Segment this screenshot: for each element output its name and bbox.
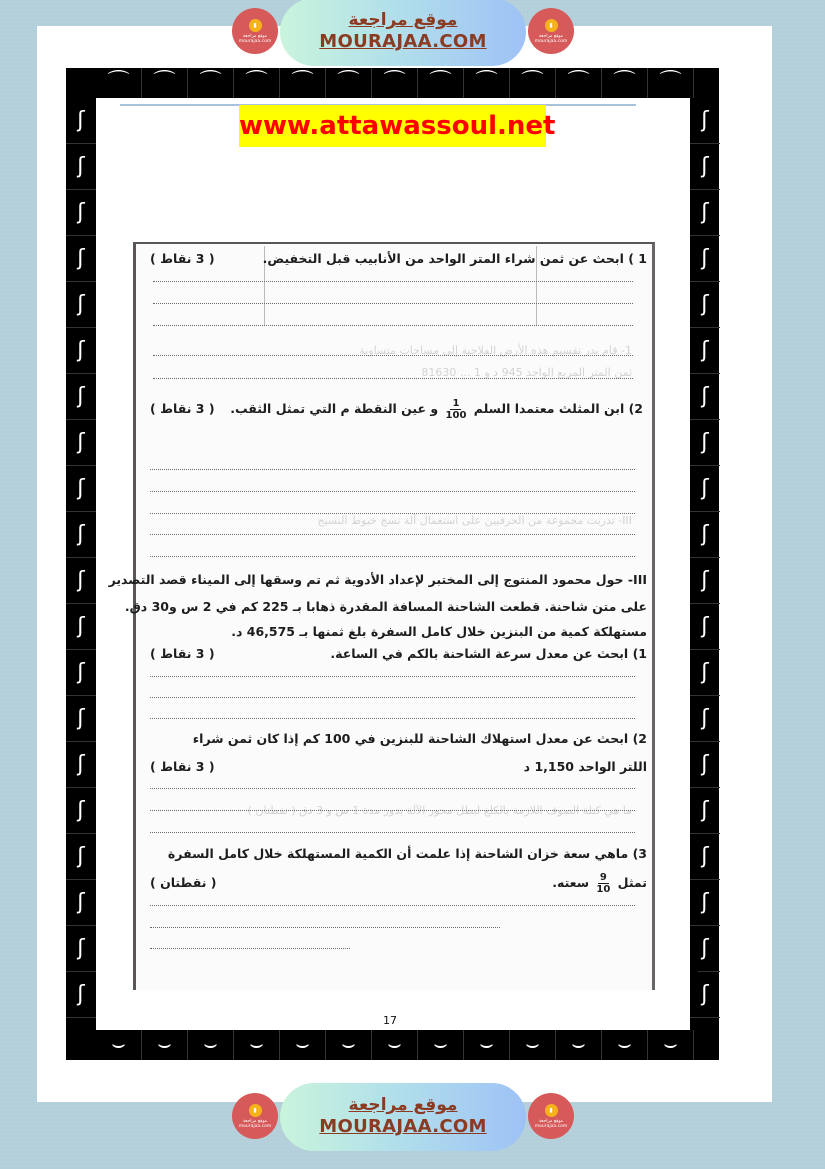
border-ornaments-bottom: ⌣ ⌣ ⌣ ⌣ ⌣ ⌣ ⌣ ⌣ ⌣ ⌣ ⌣ ⌣ ⌣: [96, 1030, 694, 1060]
question-text: و عين النقطة م التي تمثل الثقب.: [230, 401, 439, 416]
banner-pill[interactable]: [280, 1083, 526, 1151]
answer-line: [153, 281, 633, 282]
book-icon: ▮: [249, 1104, 262, 1117]
part-3-intro-line-3: مستهلكة كمية من البنزين خلال كامل السفرة بلغ ثمنها بـ 46,575 د.: [231, 624, 647, 639]
banner-pill[interactable]: [280, 0, 526, 66]
answer-line: [150, 556, 635, 557]
part-3-intro-line-1: III- حول محمود المنتوج إلى المختبر لإعداد الأدوية ثم تم وسقها إلى الميناء قصد التصدير: [108, 572, 647, 587]
badge-text: موقع مراجعة mourajaa.com: [534, 33, 568, 44]
bleed-through-text: III- تدربت مجموعة من الحرفيين على استعمال آلة نسج خيوط النسيج: [317, 514, 632, 527]
answer-line: [150, 697, 635, 698]
answer-line: [153, 378, 633, 379]
answer-line: [150, 718, 635, 719]
answer-line: [150, 676, 635, 677]
border-notch: [690, 940, 698, 972]
banner-site-name[interactable]: MOURAJAA.COM: [319, 31, 487, 52]
mourajaa-banner-top[interactable]: [228, 0, 598, 66]
points-label: ( 3 نقاط ): [150, 401, 215, 416]
book-icon: ▮: [545, 1104, 558, 1117]
banner-site-name[interactable]: MOURAJAA.COM: [319, 1116, 487, 1137]
question-3-2-line-1: 2) ابحث عن معدل استهلاك الشاحنة للبنزين في 100 كم إذا كان ثمن شراء: [192, 731, 647, 746]
logo-badge-right: [528, 8, 574, 54]
answer-line: [150, 534, 635, 535]
question-text: تمثل: [617, 875, 647, 890]
scale-fraction: $\frac{1}{100}$: [445, 398, 467, 421]
answer-line: [150, 905, 635, 906]
border-ornaments-right: ʃ ʃ ʃ ʃ ʃ ʃ ʃ ʃ ʃ ʃ ʃ ʃ ʃ ʃ ʃ ʃ ʃ ʃ ʃ ʃ: [690, 98, 720, 1018]
answer-line: [150, 513, 635, 514]
points-label: ( نقطتان ): [150, 875, 217, 890]
book-icon: ▮: [249, 19, 262, 32]
bleed-through-text: 1- قام بدر تقسيم هذه الأرض الفلاحية إلى مساحات متساوية: [359, 344, 632, 357]
answer-line: [150, 948, 350, 949]
banner-arabic-title: موقع مراجعة: [348, 10, 458, 30]
badge-text: موقع مراجعة mourajaa.com: [534, 1118, 568, 1129]
question-3-1: 1) ابحث عن معدل سرعة الشاحنة بالكم في الساعة.: [330, 646, 647, 661]
part-3-intro-line-2: على متن شاحنة. قطعت الشاحنة المسافة المقدرة ذهابا بـ 225 كم في 2 س و30 دق.: [124, 599, 647, 614]
capacity-fraction: $\frac{9}{10}$: [596, 872, 611, 895]
page-number: 17: [383, 1014, 397, 1027]
logo-badge-left: [232, 8, 278, 54]
logo-badge-right: [528, 1093, 574, 1139]
question-3-3-line-2: [552, 872, 647, 895]
border-ornaments-left: ʃ ʃ ʃ ʃ ʃ ʃ ʃ ʃ ʃ ʃ ʃ ʃ ʃ ʃ ʃ ʃ ʃ ʃ ʃ ʃ: [66, 98, 96, 1018]
points-label: ( 3 نقاط ): [150, 759, 215, 774]
answer-line: [150, 788, 635, 789]
answer-line: [150, 810, 635, 811]
answer-line: [153, 303, 633, 304]
answer-line: [153, 355, 633, 356]
question-2-2: [230, 398, 643, 421]
badge-text: موقع مراجعة mourajaa.com: [238, 1118, 272, 1129]
answer-line: [150, 469, 635, 470]
logo-badge-left: [232, 1093, 278, 1139]
answer-line: [150, 927, 500, 928]
answer-line: [150, 491, 635, 492]
question-text: 2) ابن المثلث معتمدا السلم: [473, 401, 643, 416]
answer-line: [150, 832, 635, 833]
bleed-through-text: ما هي كتلة الصوف اللازمة بالكلغ لبطل محور الآلة يدور مدة 1 س و 3 دق ( نقطتان ): [247, 804, 632, 817]
site-url-banner[interactable]: www.attawassoul.net: [239, 105, 546, 147]
question-3-3-line-1: 3) ماهي سعة خزان الشاحنة إذا علمت أن الكمية المستهلكة خلال كامل السفرة: [167, 846, 647, 861]
points-label: ( 3 نقاط ): [150, 646, 215, 661]
mourajaa-banner-bottom[interactable]: [228, 1083, 598, 1151]
border-ornaments-top: ⌒ ⌒ ⌒ ⌒ ⌒ ⌒ ⌒ ⌒ ⌒ ⌒ ⌒ ⌒ ⌒: [96, 68, 694, 98]
banner-arabic-title: موقع مراجعة: [348, 1095, 458, 1115]
points-label: ( 3 نقاط ): [150, 251, 215, 266]
bleed-through-text: ثمن المتر المربع الواحد 945 د و 1 ... 81630: [421, 366, 632, 379]
question-text: سعته.: [552, 875, 590, 890]
answer-line: [153, 325, 633, 326]
question-3-2-line-2: اللتر الواحد 1,150 د: [523, 759, 647, 774]
book-icon: ▮: [545, 19, 558, 32]
question-2-1: 1 ) ابحث عن ثمن شراء المتر الواحد من الأنابيب قبل التخفيض.: [262, 251, 647, 266]
badge-text: موقع مراجعة mourajaa.com: [238, 33, 272, 44]
